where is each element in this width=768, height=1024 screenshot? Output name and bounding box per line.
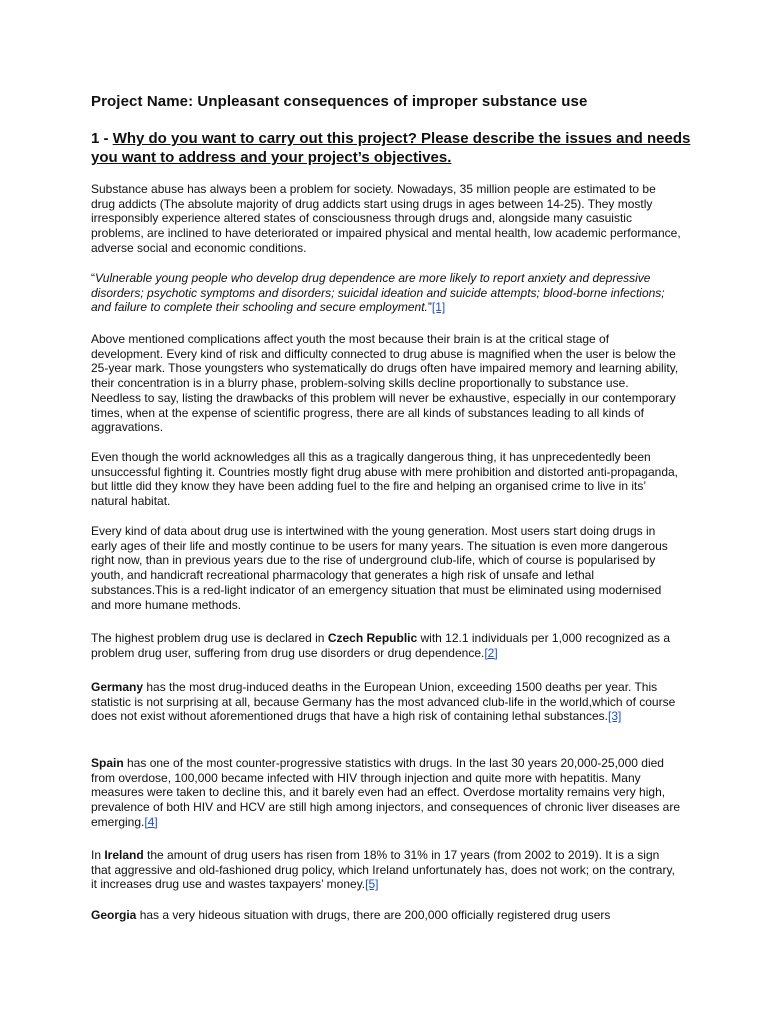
ireland-text-before: In [91,848,105,862]
germany-text: has the most drug-induced deaths in the European Union, exceeding 1500 deaths per year. This statistic is not surprising at all, because Germany has the most advanced club-life in the world,which of course does not exist without aforementioned drugs that have a high risk of containing lethal substances. [91,680,676,724]
paragraph-quote [91,271,681,315]
footnote-link-2[interactable]: [2] [484,645,498,660]
footnote-link-5[interactable]: [5] [365,877,379,892]
footnote-link-3[interactable]: [3] [607,709,622,724]
paragraph-intro: Substance abuse has always been a problem for society. Nowadays, 35 million people are estimated to be drug addicts (The absolute majority of drug addicts start using drugs in ages between 14-25). They mostly irresponsibly experience altered states of consciousness through drugs and, alongside many casuistic problems, are inclined to have deteriorated or impaired physical and mental health, low academic performance, adverse social and economic conditions. [91,182,681,255]
question-number: 1 - [91,130,113,147]
country-georgia: Georgia [91,908,137,922]
footnote-link-1[interactable]: [1] [431,300,446,315]
czech-text-before: The highest problem drug use is declared in [91,631,328,645]
paragraph-ireland [91,848,681,892]
paragraph-complications: Above mentioned complications affect youth the most because their brain is at the critical stage of development. Every kind of risk and difficulty connected to drug abuse is magnified when the user is below the 25-year mark. Those youngsters who systematically do drugs often have impaired memory and learning ability, their concentration is in a blurry phase, problem-solving skills decline proportionally to substance use. Needless to say, listing the drawbacks of this problem will never be exhaustive, especially in our contemporary times, when at the expense of scientific progress, there are all kinds of substances leading to all kinds of aggravations. [91,332,679,435]
question-text: Why do you want to carry out this project? Please describe the issues and needs you want to address and your project’s objectives. [91,130,691,166]
project-title: Project Name: Unpleasant consequences of improper substance use [91,93,588,110]
paragraph-young-generation: Every kind of data about drug use is intertwined with the young generation. Most users start doing drugs in early ages of their life and mostly continue to be users for many years. The situation is even more dangerous right now, than in previous years due to the rise of underground club-life, which of course is popularised by youth, and handicraft recreational pharmacology that generates a high risk of unsafe and lethal substances.This is a red-light indicator of an emergency situation that must be eliminated using modernised and more humane methods. [91,524,668,612]
paragraph-spain [91,756,681,830]
ireland-text-after: the amount of drug users has risen from 18% to 31% in 17 years (from 2002 to 2019). It is a sign that aggressive and old-fashioned drug policy, which Ireland unfortunately has, does not work; on the contrary, it increases drug use and wastes taxpayers’ money. [91,848,675,892]
country-spain: Spain [91,756,124,770]
footnote-link-4[interactable]: [4] [144,814,158,829]
quote-text: Vulnerable young people who develop drug dependence are more likely to report anxiety and depressive disorders; psychotic symptoms and disorders; suicidal ideation and suicide attempts; blood-borne infections; and failure to complete their schooling and secure employment. [91,271,665,315]
country-germany: Germany [91,680,144,694]
georgia-text: has a very hideous situation with drugs, there are 200,000 officially registered drug users [136,908,611,922]
country-czech-republic: Czech Republic [327,631,418,645]
paragraph-georgia [91,908,681,923]
paragraph-world-acknowledges: Even though the world acknowledges all this as a tragically dangerous thing, it has unprecedentedly been unsuccessful fighting it. Countries mostly fight drug abuse with mere prohibition and distorted anti-propaganda, but little did they know they have been adding fuel to the fire and helping an organised crime to live in its’ natural habitat. [91,450,678,509]
country-ireland: Ireland [104,848,144,862]
quote-close-mark: ” [427,300,432,315]
spain-text: has one of the most counter-progressive statistics with drugs. In the last 30 years 20,000-25,000 died from overdose, 100,000 became infected with HIV through injection and quite more with hepatitis. Many measures were taken to decline this, and it barely even had an effect. Overdose mortality remains very high, prevalence of both HIV and HCV are still high among injectors, and consequences of chronic liver diseases are emerging. [91,756,680,829]
section-question [91,129,691,167]
quote-open-mark: “ [91,271,95,285]
czech-text-after: with 12.1 individuals per 1,000 recognized as a problem drug user, suffering from drug use disorders or drug dependence. [91,631,670,660]
paragraph-czech-republic [91,631,681,660]
paragraph-germany [91,680,681,724]
